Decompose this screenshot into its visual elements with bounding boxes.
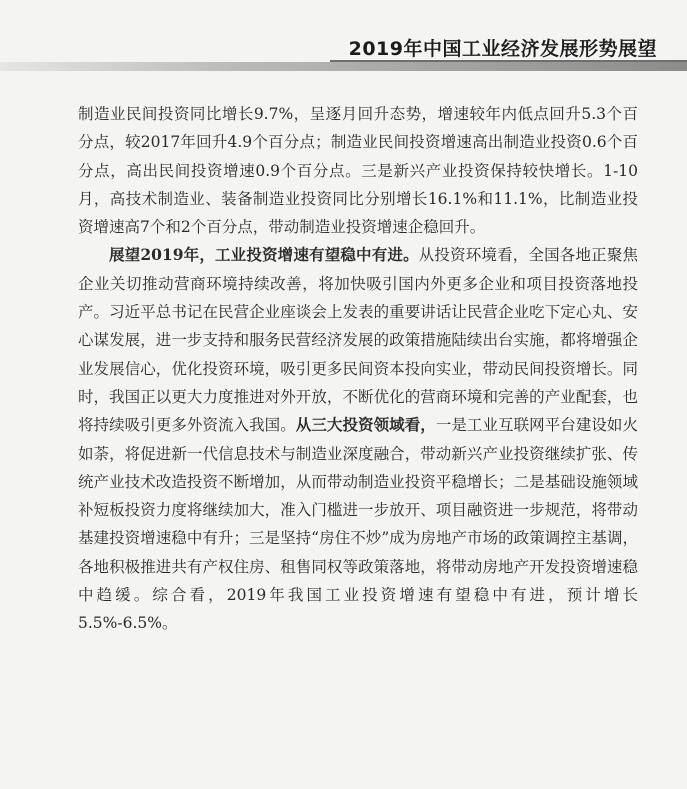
text-segment: 一是工业互联网平台建设如火如荼，将促进新一代信息技术与制造业深度融合，带动新兴产业投资继续扩张、传统产业技术改造投资不断增加，从而带动制造业投资平稳增长；二是基础设施领域补短板投资力度将继续加大，准入门槛进一步放开、项目融资进一步规范，将带动基建投资增速稳中有升；三是坚持“房住不炒”成为房地产市场的政策调控主基调，各地积极推进共有产权住房、租售同权等政策落地，将带动房地产开发投资增速稳中趋缓。综合看，2019年我国工业投资增速有望稳中有进，预计增长5.5%-6.5%。 [78, 416, 638, 633]
text-segment: 从投资环境看，全国各地正聚焦企业关切推动营商环境持续改善，将加快吸引国内外更多企业和项目投资落地投产。习近平总书记在民营企业座谈会上发表的重要讲话让民营企业吃下定心丸、安心谋发展，进一步支持和服务民营经济发展的政策措施陆续出台实施，都将增强企业发展信心，优化投资环境，吸引更多民间资本投向实业，带动民间投资增长。同时，我国正以更大力度推进对外开放，不断优化的营商环境和完善的产业配套，也将持续吸引更多外资流入我国。 [78, 246, 638, 435]
bold-lead-outlook: 展望2019年，工业投资增速有望稳中有进。 [109, 245, 419, 265]
paragraph-outlook [78, 241, 638, 637]
text-segment: 制造业民间投资同比增长9.7%，呈逐月回升态势，增速较年内低点回升5.3个百分点，较2017年回升4.9个百分点；制造业民间投资增速高出制造业投资0.6个百分点，高出民间投资增速0.9个百分点。三是新兴产业投资保持较快增长。1-10月，高技术制造业、装备制造业投资同比分别增长16.1%和11.1%，比制造业投资增速高7个和2个百分点，带动制造业投资增速企稳回升。 [78, 105, 638, 237]
paragraph-continuation [78, 100, 638, 241]
running-header-title: 2019年中国工业经济发展形势展望 [348, 38, 657, 60]
body-text [78, 100, 638, 638]
header-rule [0, 62, 687, 71]
bold-lead-three-areas: 从三大投资领域看， [295, 415, 436, 435]
